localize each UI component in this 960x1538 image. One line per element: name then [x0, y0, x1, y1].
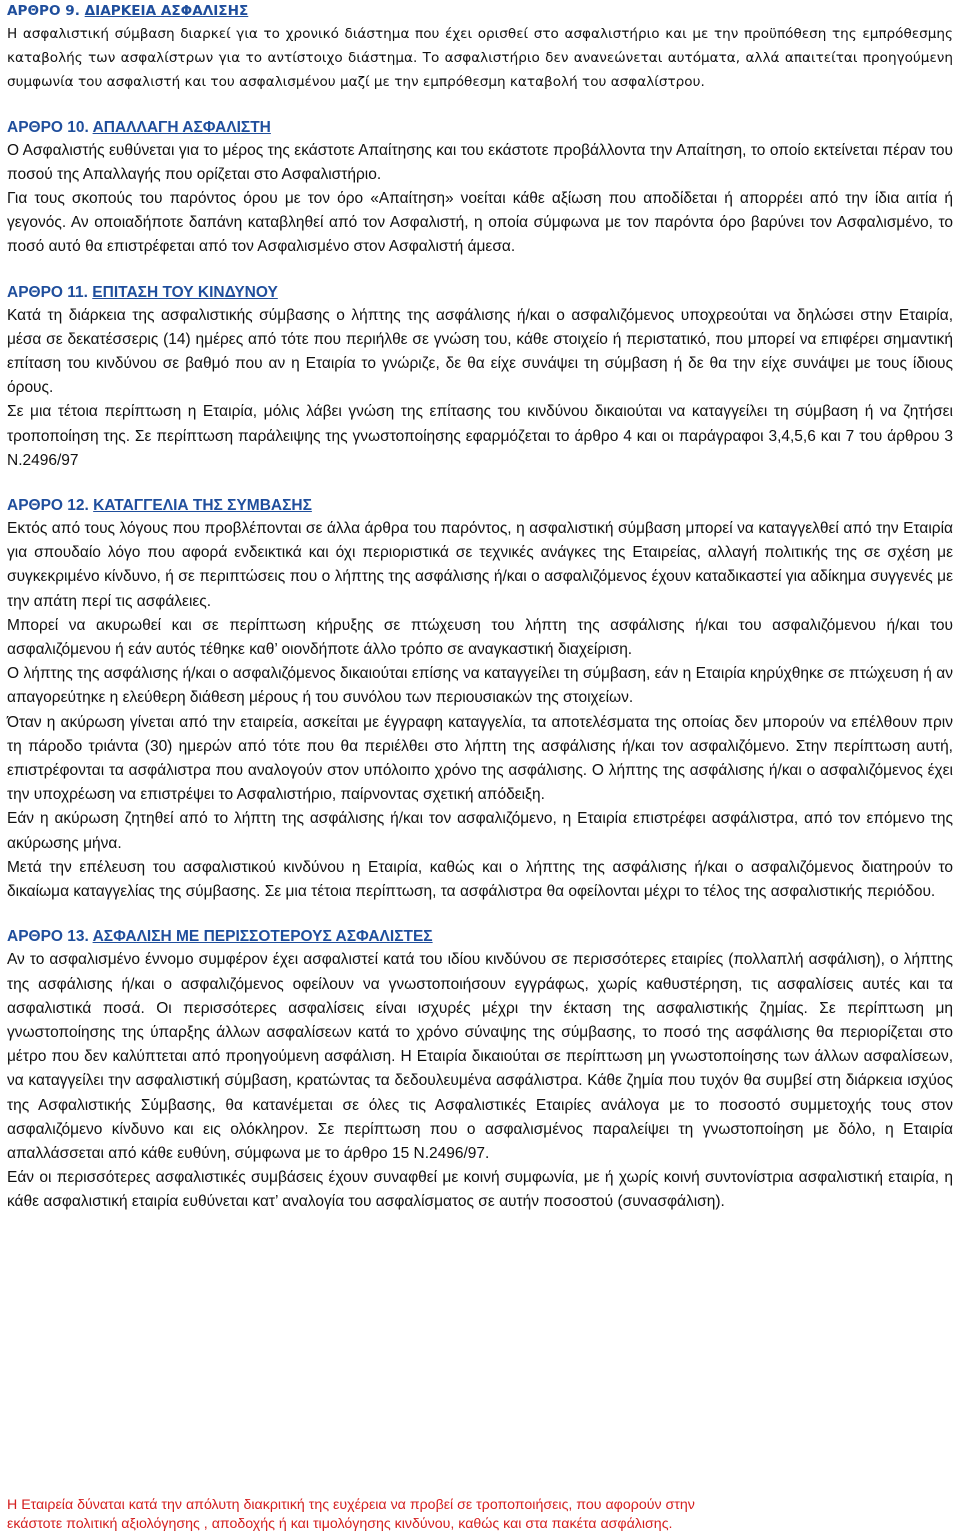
article-heading [7, 117, 953, 139]
article-11 [7, 282, 953, 473]
paragraph: Εάν οι περισσότερες ασφαλιστικές συμβάσεις έχουν συναφθεί με κοινή συμφωνία, με ή χωρίς κοινή συντονίστρια ασφαλιστική εταιρία, η κάθε ασφαλιστική εταιρία ευθύνεται κατ’ αναλογία του ασφαλίσματος σε αυτήν ποσοστού (συνασφάλιση). [7, 1169, 953, 1211]
article-number: ΑΡΘΡΟ 11. [7, 283, 88, 301]
paragraph: Για τους σκοπούς του παρόντος όρου με τον όρο «Απαίτηση» νοείται κάθε αξίωση που αποδίδεται ή απορρέει από την ίδια αιτία ή γεγονός. Αν οποιαδήποτε δαπάνη καταβληθεί από τον Ασφαλιστή, η οποία σύμφωνα με τον παρόντα όρο βαρύνει τον Ασφαλισμένο, το ποσό αυτό θα επιστρέφεται από τον Ασφαλισμένο στον Ασφαλιστή άμεσα. [7, 190, 953, 256]
paragraph: Μπορεί να ακυρωθεί και σε περίπτωση κήρυξης σε πτώχευση του λήπτη της ασφάλισης ή/και του ασφαλιζόμενου ή/και του ασφαλιζόμενου ή εάν αυτός τέθηκε καθ’ οιονδήποτε άλλο τρόπο σε αναγκαστική διαχείριση. [7, 616, 953, 659]
article-9 [7, 0, 953, 95]
article-heading [7, 282, 953, 304]
article-heading [7, 495, 953, 517]
article-number: ΑΡΘΡΟ 13. [7, 928, 89, 946]
article-title: ΔΙΑΡΚΕΙΑ ΑΣΦΑΛΙΣΗΣ [84, 3, 249, 19]
paragraph: Ο Ασφαλιστής ευθύνεται για το μέρος της εκάστοτε Απαίτησης και του εκάστοτε προβάλλοντα την Απαίτηση, το οποίο εκτείνεται πέραν του ποσού της Απαλλαγής που ορίζεται στο Ασφαλιστήριο. [7, 141, 953, 183]
article-number: ΑΡΘΡΟ 12. [7, 497, 89, 515]
paragraph: Σε μια τέτοια περίπτωση η Εταιρία, μόλις λάβει γνώση της επίτασης του κινδύνου δικαιούται να καταγγείλει τη σύμβαση ή να ζητήσει τροποποίηση της. Σε περίπτωση παράλειψης της γνωστοποίησης εφαρμόζεται το άρθρο 4 και οι παράγραφοι 3,4,5,6 και 7 του άρθρου 3 Ν.2496/97 [7, 403, 953, 469]
paragraph: Αν το ασφαλισμένο έννομο συμφέρον έχει ασφαλιστεί κατά του ιδίου κινδύνου σε περισσότερες εταιρίες (πολλαπλή ασφάλιση), ο λήπτης της ασφάλισης ή/και ο ασφαλιζόμενος οφείλουν να γνωστοποιήσουν εγγράφως, χωρίς καθυστέρηση, τις ασφαλίσεις αυτές και τα ασφαλιστικά ποσά. Οι περισσότερες ασφαλίσεις είναι ισχυρές μέχρι την έκταση της ασφαλιστικής ζημίας. Σε περίπτωση μη γνωστοποίησης της ύπαρξης άλλων ασφαλίσεων κατά το χρόνο σύναψης της σύμβασης, το ποσό της ασφάλισης θα περιορίζεται στο μέτρο που δεν καλύπτεται από προηγούμενη ασφάλιση. Η Εταιρία δικαιούται σε περίπτωση μη γνωστοποίησης των άλλων ασφαλίσεων, να καταγγείλει την ασφαλιστική σύμβαση, κρατώντας τα δεδουλευμένα ασφάλιστρα. Κάθε ζημία που τυχόν θα συμβεί στη διάρκεια ισχύος της Ασφαλιστικής Σύμβασης, θα κατανέμεται σε όλες τις Ασφαλιστικές Εταιρίες ανάλογα με το ποσοστό συμμετοχής τους στον ασφαλιζόμενο κίνδυνο και εις ολόκληρον. Σε περίπτωση που ο ασφαλισμένος παραλείψει τη γνωστοποίηση με δόλο, η Εταιρία απαλλάσσεται από κάθε ευθύνη, σύμφωνα με το άρθρο 15 Ν.2496/97. [7, 951, 953, 1162]
article-title: ΚΑΤΑΓΓΕΛΙΑ ΤΗΣ ΣΥΜΒΑΣΗΣ [93, 497, 312, 515]
paragraph: Μετά την επέλευση του ασφαλιστικού κινδύνου η Εταιρία, καθώς και ο λήπτης της ασφάλισης ή/και ο ασφαλιζόμενος διατηρούν το δικαίωμα καταγγελίας της σύμβασης. Σε μια τέτοια περίπτωση, τα ασφάλιστρα θα οφείλονται μέχρι το τέλος της ασφαλιστικής περιόδου. [7, 858, 953, 901]
article-title: ΕΠΙΤΑΣΗ ΤΟΥ ΚΙΝΔΥΝΟΥ [92, 283, 278, 301]
paragraph: Εάν η ακύρωση ζητηθεί από το λήπτη της ασφάλισης ή/και τον ασφαλιζόμενο, η Εταιρία επιστρέφει ασφάλιστρα, από τον επόμενο της ακύρωσης μήνα. [7, 810, 953, 852]
paragraph: Η ασφαλιστική σύμβαση διαρκεί για το χρονικό διάστημα που έχει ορισθεί στο ασφαλιστήριο και με την προϋπόθεση της εμπρόθεσμης καταβολής των ασφαλίστρων για το αντίστοιχο διάστημα. Το ασφαλιστήριο δεν ανανεώνεται αυτόματα, αλλά απαιτείται προηγούμενη συμφωνία του ασφαλιστή και του ασφαλισμένου μαζί με την εμπρόθεσμη καταβολή του ασφαλίστρου. [7, 26, 953, 91]
footer-notice [7, 1496, 953, 1534]
article-heading [7, 926, 953, 948]
document-body [7, 0, 953, 1215]
footer-line: εκάστοτε πολιτική αξιολόγησης , αποδοχής ή και τιμολόγησης κινδύνου, καθώς και στα πακέτα ασφάλισης. [7, 1516, 673, 1532]
paragraph: Όταν η ακύρωση γίνεται από την εταιρεία, ασκείται με έγγραφη καταγγελία, τα αποτελέσματα της οποίας δεν μπορούν να επέλθουν πριν τη πάροδο τριάντα (30) ημερών από τότε που θα περιέλθει στο λήπτη της ασφάλισης ή/και τον ασφαλιζόμενο. Στην περίπτωση αυτή, επιστρέφονται τα ασφάλιστρα που αναλογούν στον υπόλοιπο χρόνο της ασφάλισης. Ο λήπτης της ασφάλισης ή/και ο ασφαλιζόμενος έχει την υποχρέωση να επιστρέψει το Ασφαλιστήριο, παίρνοντας σχετική απόδειξη. [7, 713, 953, 804]
article-13 [7, 926, 953, 1214]
article-number: ΑΡΘΡΟ 10. [7, 118, 89, 136]
article-10 [7, 117, 953, 260]
footer-line: Η Εταιρεία δύναται κατά την απόλυτη διακριτική της ευχέρεια να προβεί σε τροποποιήσεις, που αφορούν στην [7, 1497, 695, 1513]
article-number: ΑΡΘΡΟ 9. [7, 3, 80, 19]
paragraph: Κατά τη διάρκεια της ασφαλιστικής σύμβασης ο λήπτης της ασφάλισης ή/και ο ασφαλιζόμενος υποχρεούται να δηλώσει στην Εταιρία, μέσα σε δεκατέσσερις (14) ημέρες από τότε που περιήλθε σε γνώση του, κάθε στοιχείο ή περιστατικό, που μπορεί να επιφέρει σημαντική επίταση του κινδύνου σε βαθμό που αν η Εταιρία το γνώριζε, δε θα είχε συνάψει τη σύμβαση ή δε θα την είχε συνάψει με τους ίδιους όρους. [7, 306, 953, 397]
article-heading [7, 0, 953, 22]
article-title: ΑΣΦΑΛΙΣΗ ΜΕ ΠΕΡΙΣΣΟΤΕΡΟΥΣ ΑΣΦΑΛΙΣΤΕΣ [92, 928, 433, 946]
paragraph: Εκτός από τους λόγους που προβλέπονται σε άλλα άρθρα του παρόντος, η ασφαλιστική σύμβαση μπορεί να καταγγελθεί από την Εταιρία για σπουδαίο λόγο που αφορά ενδεικτικά και όχι περιοριστικά σε τεχνικές ανάγκες της Εταιρείας, αλλαγή πολιτικής της σε σχέση με συγκεκριμένο κίνδυνο, ή σε περιπτώσεις που ο λήπτης της ασφάλισης ή/και ο ασφαλιζόμενος έχουν καταδικαστεί για αδίκημα συγγενές με την απάτη περί τις ασφάλειες. [7, 520, 953, 610]
article-12 [7, 495, 953, 904]
article-title: ΑΠΑΛΛΑΓΗ ΑΣΦΑΛΙΣΤΗ [92, 118, 271, 136]
paragraph: Ο λήπτης της ασφάλισης ή/και ο ασφαλιζόμενος δικαιούται επίσης να καταγγείλει τη σύμβαση, εάν η Εταιρία κηρύχθηκε σε πτώχευση ή αν απαγορεύτηκε η ελεύθερη διάθεση μέρους ή του συνόλου των περιουσιακών της στοιχείων. [7, 665, 953, 707]
